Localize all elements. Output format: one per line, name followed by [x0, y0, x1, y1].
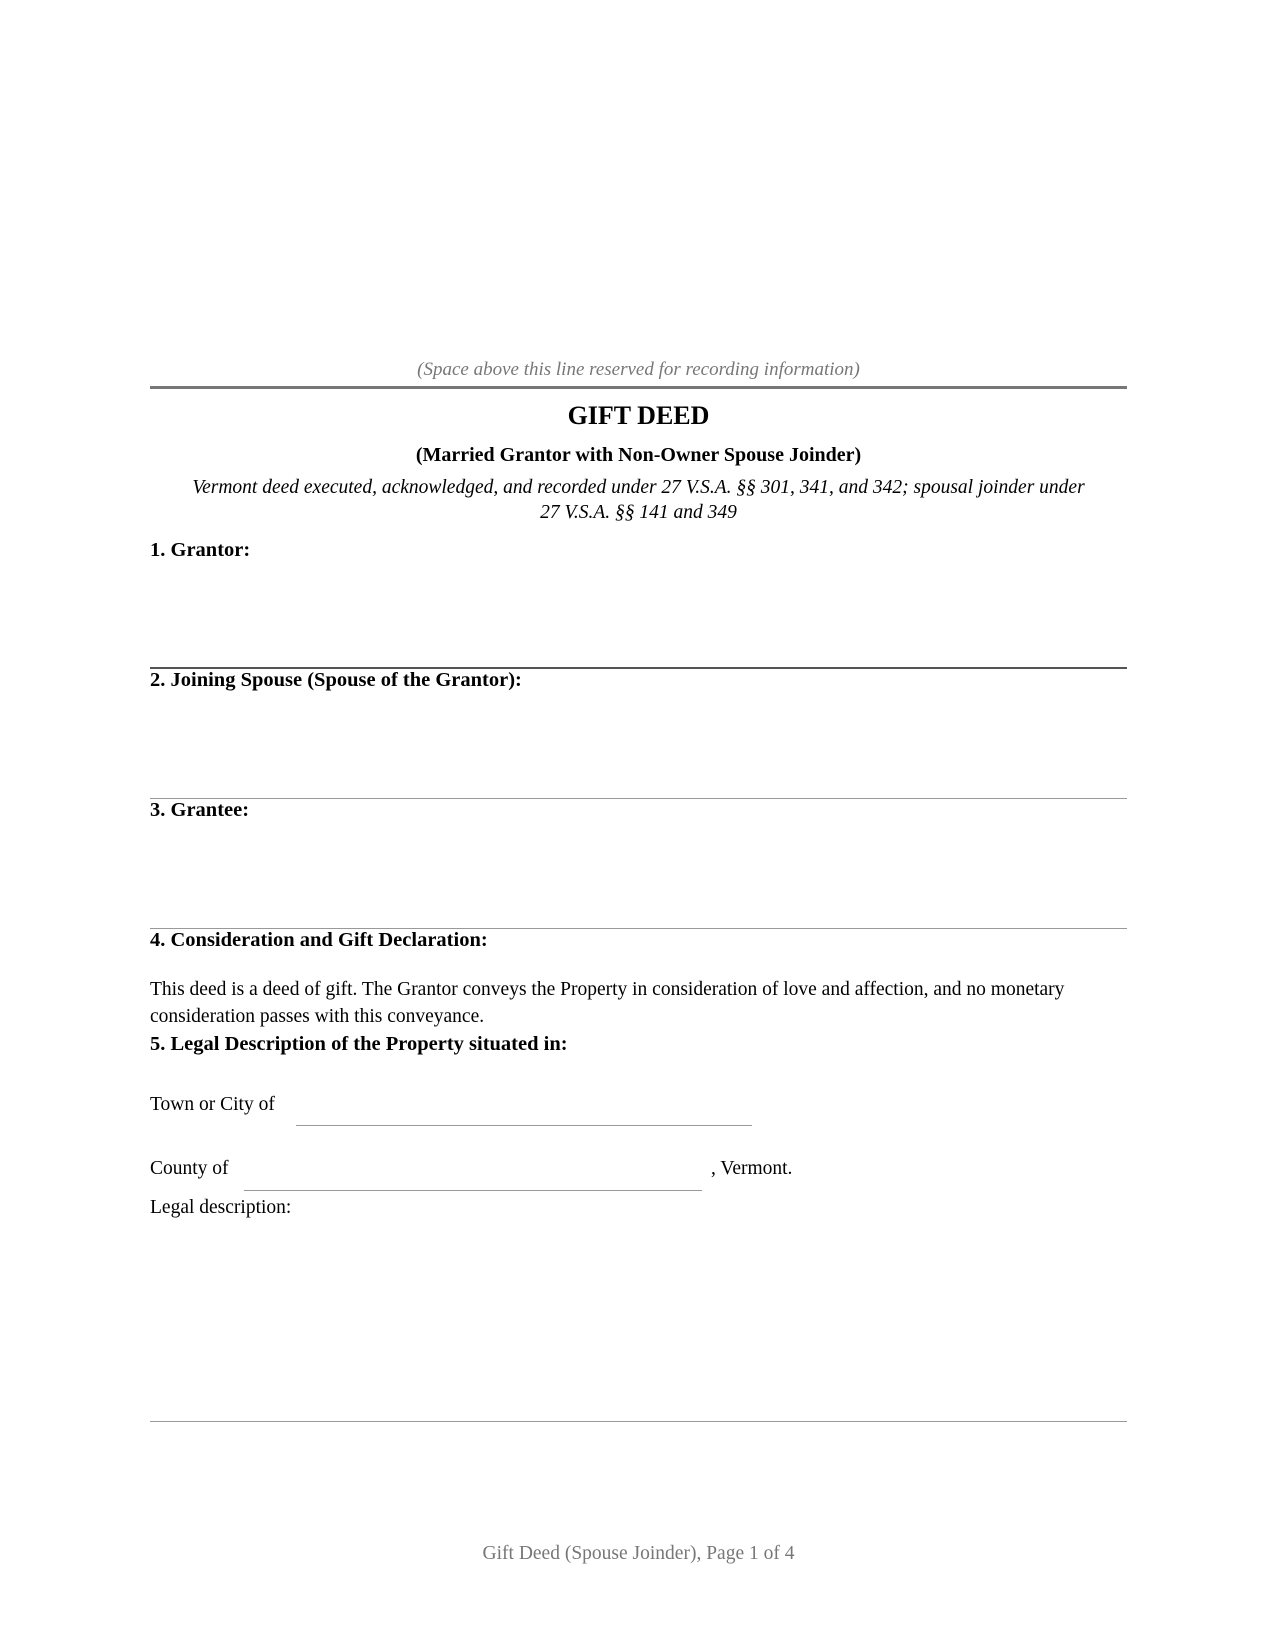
joining-spouse-field[interactable]: [150, 700, 1127, 790]
document-title: GIFT DEED: [567, 401, 710, 430]
legal-description-field[interactable]: [150, 1228, 1127, 1413]
town-input-line: [296, 1125, 752, 1126]
town-label: Town or City of: [150, 1094, 275, 1115]
legal-description-label: Legal description:: [150, 1197, 292, 1218]
page-footer: Gift Deed (Spouse Joinder), Page 1 of 4: [482, 1543, 795, 1564]
consideration-heading: 4. Consideration and Gift Declaration:: [150, 929, 488, 951]
grantee-field[interactable]: [150, 830, 1127, 920]
legal-description-heading: 5. Legal Description of the Property situated in:: [150, 1033, 568, 1055]
grantor-heading: 1. Grantor:: [150, 539, 251, 561]
document-subtitle: (Married Grantor with Non-Owner Spouse Joinder): [415, 444, 862, 466]
consideration-text: This deed is a deed of gift. The Grantor conveys the Property in consideration of love and affection, and no monetary consideration passes with this conveyance.: [150, 979, 1065, 1027]
legal-description-field-line: [150, 1421, 1127, 1422]
statute-line-2: 27 V.S.A. §§ 141 and 349: [540, 502, 737, 523]
county-label: County of: [150, 1158, 229, 1179]
county-input-line: [244, 1190, 702, 1191]
grantor-field[interactable]: [150, 570, 1127, 660]
joining-spouse-heading: 2. Joining Spouse (Spouse of the Grantor):: [150, 669, 522, 691]
grantee-heading: 3. Grantee:: [150, 799, 250, 821]
state-suffix: , Vermont.: [711, 1158, 793, 1179]
recording-divider: [150, 386, 1127, 389]
town-input[interactable]: [296, 1092, 752, 1118]
county-input[interactable]: [244, 1156, 702, 1182]
statute-reference: [150, 475, 1127, 525]
recording-space-note: (Space above this line reserved for recording information): [417, 359, 860, 380]
statute-line-1: Vermont deed executed, acknowledged, and recorded under 27 V.S.A. §§ 301, 341, and 342; spousal joinder under: [192, 477, 1085, 498]
